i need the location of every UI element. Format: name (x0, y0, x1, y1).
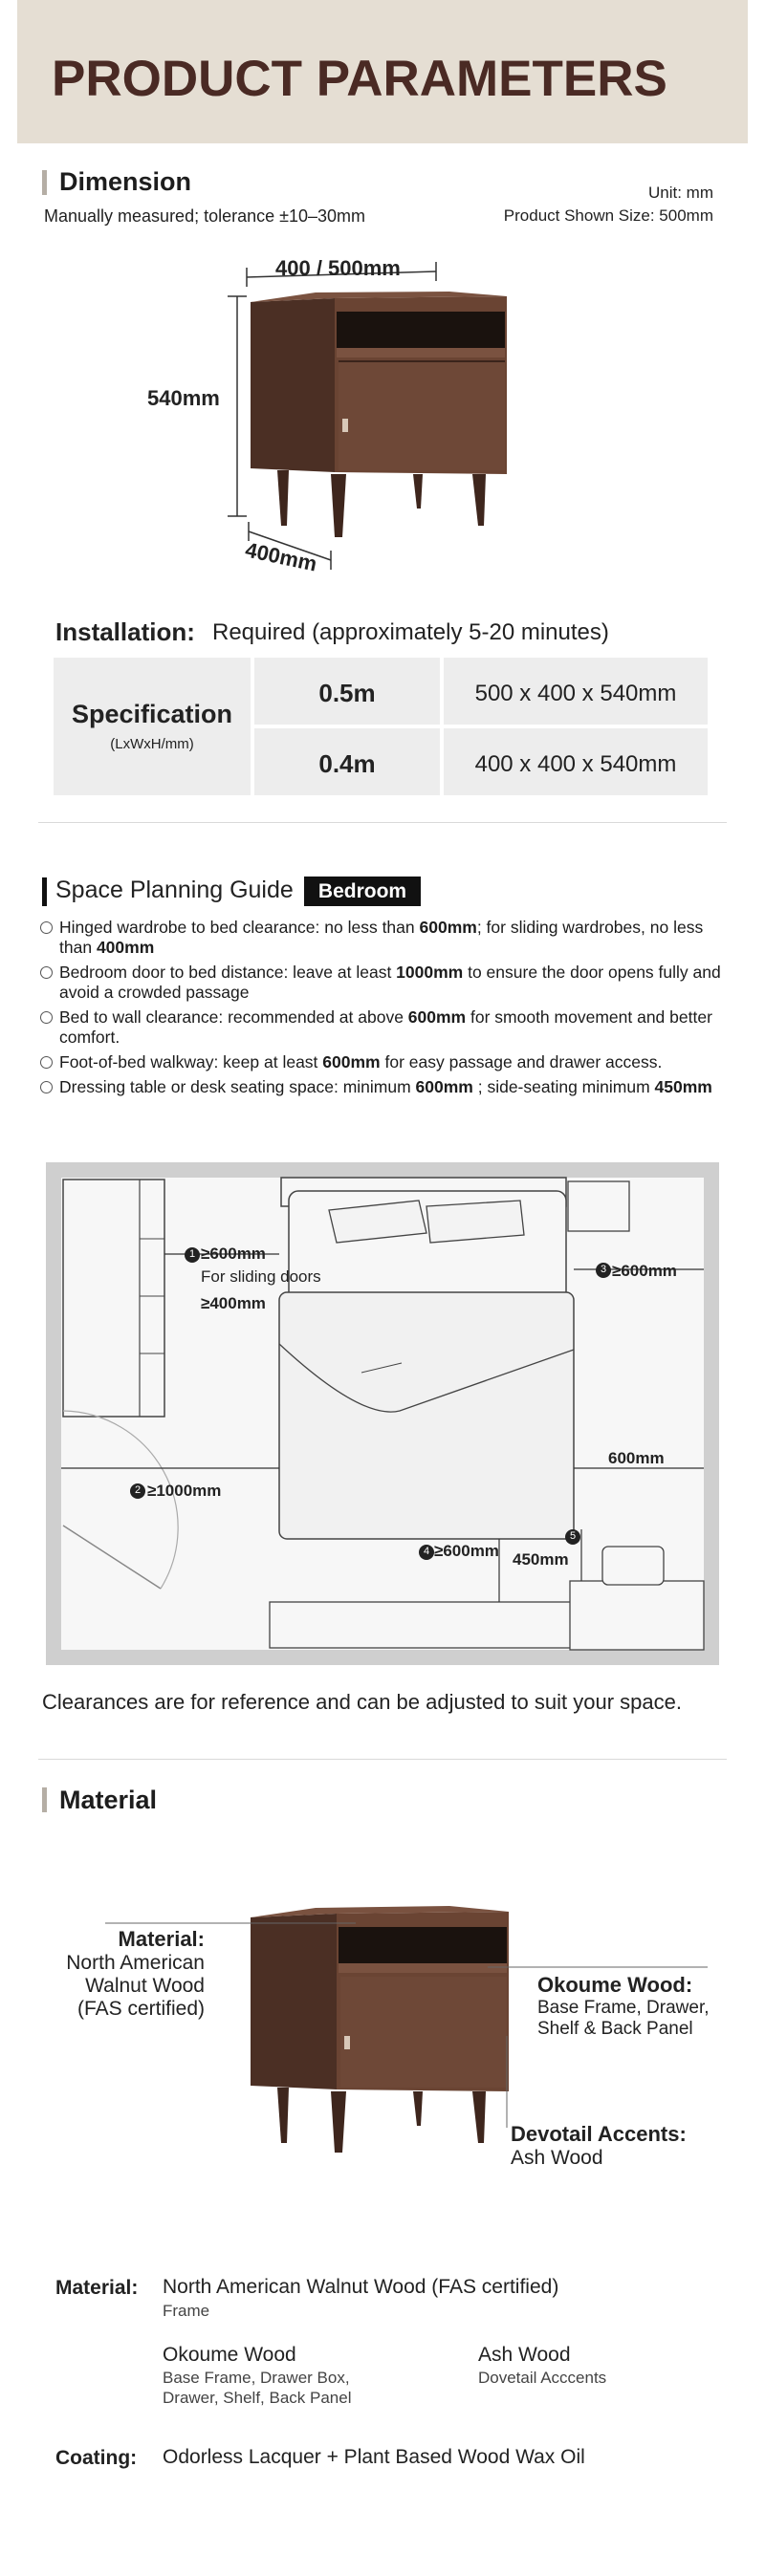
nightstand-dimension-illustration (0, 239, 765, 602)
coating-value: Odorless Lacquer + Plant Based Wood Wax Oil (163, 2446, 585, 2468)
callout-left-title: Material: (118, 1927, 205, 1951)
callout-left-l2: Walnut Wood (85, 1975, 205, 1997)
section-marker (42, 877, 47, 906)
callout-left-l3: (FAS certified) (76, 1998, 205, 2020)
depth-label: 400mm (243, 537, 319, 576)
divider (38, 822, 727, 823)
marker-5-label: 450mm (513, 1550, 569, 1569)
space-guide-title: Space Planning Guide (55, 877, 294, 903)
dimension-title: Dimension (59, 167, 192, 196)
material-okoume-sub1: Base Frame, Drawer Box, (163, 2369, 350, 2387)
list-item: Bedroom door to bed distance: leave at least 1000mm to ensure the door opens fully and avoid a crowded passage (40, 963, 729, 1003)
callout-left-l1: North American (66, 1952, 205, 1974)
list-item: Hinged wardrobe to bed clearance: no less than 600mm; for sliding wardrobes, no less than 400mm (40, 918, 729, 958)
material-title: Material (59, 1786, 158, 1814)
bedroom-floorplan (46, 1162, 719, 1665)
material-okoume: Okoume Wood (163, 2344, 296, 2366)
material-walnut-sub: Frame (163, 2302, 210, 2320)
marker-5-num: 5 (569, 1530, 577, 1542)
side-clearance-label: 600mm (608, 1449, 665, 1467)
marker-1-num: 1 (188, 1248, 196, 1260)
material-ash-sub: Dovetail Acccents (478, 2369, 607, 2387)
header-banner (17, 0, 748, 143)
marker-4-num: 4 (423, 1546, 430, 1557)
callout-right-l2: Shelf & Back Panel (537, 2019, 693, 2039)
shown-size-label: Product Shown Size: 500mm (503, 206, 713, 225)
tolerance-note: Manually measured; tolerance ±10–30mm (44, 206, 366, 226)
spec-label: Specification (71, 700, 233, 728)
callout-right-l1: Base Frame, Drawer, (537, 1998, 710, 2018)
divider (38, 1759, 727, 1760)
spec-dims-2: 400 x 400 x 540mm (474, 751, 677, 777)
height-label: 540mm (147, 386, 220, 410)
material-walnut: North American Walnut Wood (FAS certified) (163, 2276, 559, 2298)
marker-4-label: ≥600mm (434, 1542, 499, 1560)
coating-label: Coating: (55, 2447, 138, 2469)
spec-sublabel: (LxWxH/mm) (110, 736, 194, 752)
marker-1-sub: For sliding doors (201, 1267, 321, 1286)
callout-accent-l1: Ash Wood (511, 2147, 603, 2169)
material-table-label: Material: (55, 2277, 139, 2299)
marker-3-label: ≥600mm (612, 1262, 677, 1280)
section-marker (42, 170, 47, 195)
list-item: Dressing table or desk seating space: minimum 600mm ; side-seating minimum 450mm (40, 1077, 729, 1097)
marker-2-num: 2 (134, 1484, 142, 1496)
space-guide-list (40, 918, 729, 1102)
section-marker (42, 1787, 47, 1812)
callout-right-title: Okoume Wood: (537, 1973, 693, 1997)
marker-2-label: ≥1000mm (147, 1482, 222, 1500)
material-ash: Ash Wood (478, 2344, 571, 2366)
spec-size-1: 0.5m (318, 679, 376, 707)
width-label: 400 / 500mm (275, 256, 401, 280)
marker-3-num: 3 (600, 1264, 607, 1275)
callout-accent-title: Devotail Accents: (511, 2122, 687, 2146)
unit-label: Unit: mm (648, 184, 713, 202)
list-item: Bed to wall clearance: recommended at above 600mm for smooth movement and better comfort. (40, 1007, 729, 1048)
bedroom-badge: Bedroom (304, 877, 421, 906)
installation-label: Installation: (55, 617, 195, 646)
spec-size-2: 0.4m (318, 749, 376, 778)
material-okoume-sub2: Drawer, Shelf, Back Panel (163, 2389, 352, 2407)
page-title: PRODUCT PARAMETERS (52, 51, 667, 107)
marker-1-label: ≥600mm (201, 1245, 266, 1263)
marker-1-sub2: ≥400mm (201, 1294, 266, 1312)
specification-table (54, 658, 708, 795)
installation-value: Required (approximately 5-20 minutes) (212, 619, 609, 645)
spec-dims-1: 500 x 400 x 540mm (474, 681, 677, 706)
clearance-note: Clearances are for reference and can be adjusted to suit your space. (42, 1690, 682, 1714)
list-item: Foot-of-bed walkway: keep at least 600mm for easy passage and drawer access. (40, 1052, 729, 1072)
